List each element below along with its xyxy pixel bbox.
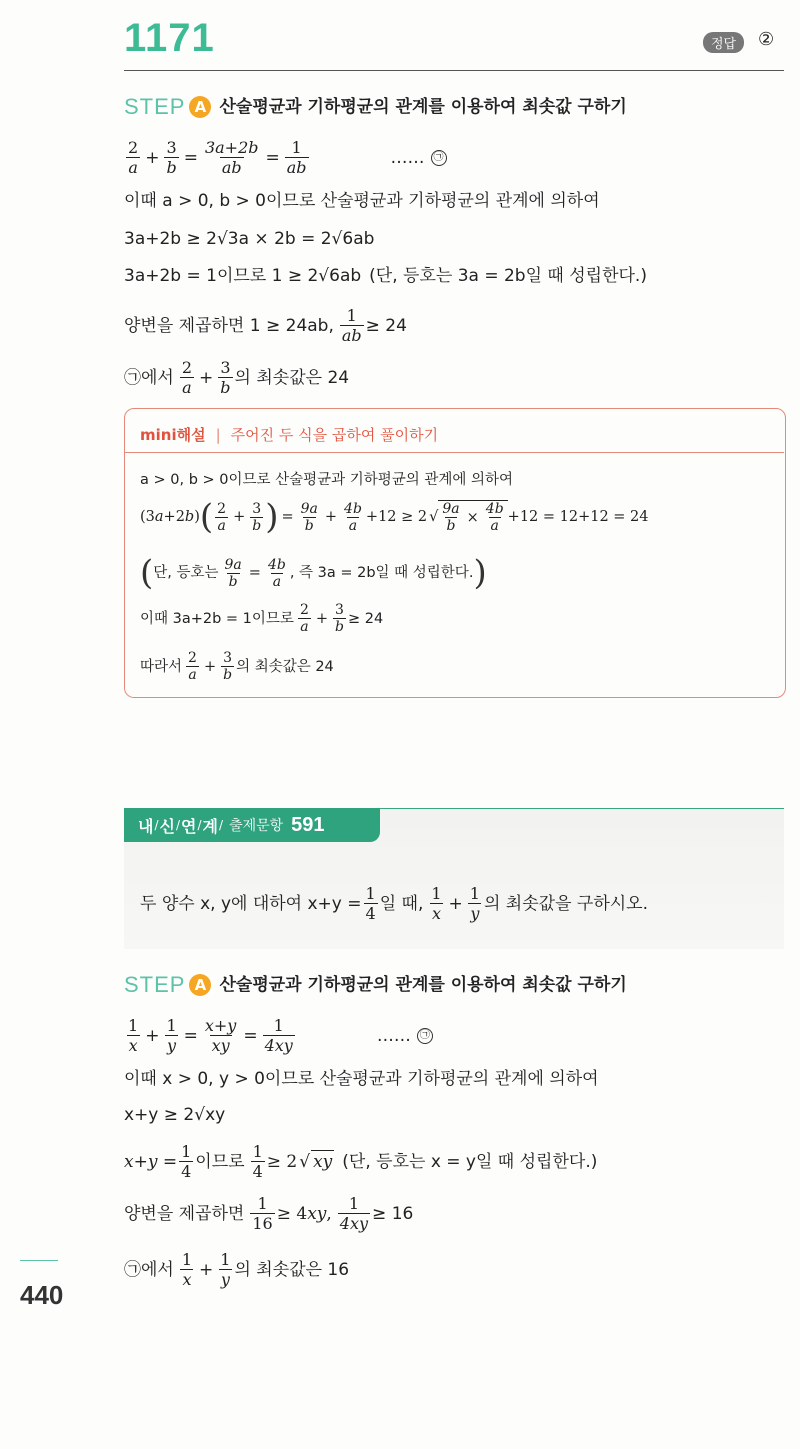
- s1-line-4: [124, 265, 647, 287]
- related-question-prefix: 두 양수 x, y에 대하여 x+y =: [140, 893, 362, 914]
- s1-line-6-suffix: 의 최솟값은 24: [234, 367, 350, 388]
- mini-header: mini해설 | 주어진 두 식을 곱하여 풀이하기: [140, 425, 439, 444]
- step-label: STEP: [124, 94, 186, 119]
- mini-line-4: 이때 3a+2b = 1이므로 $\frac{2}{a}$ + $\frac{3}{b}$ ≥ 24: [140, 602, 384, 635]
- header-rule: [124, 70, 784, 71]
- mini-line-3-suffix: , 즉 3a = 2b일 때 성립한다.: [289, 565, 474, 581]
- problem-number: 1171: [124, 16, 215, 60]
- mini-line-5-suffix: 의 최솟값은 24: [236, 658, 334, 675]
- s1-line-2: 이때 a > 0, b > 0이므로 산술평균과 기하평균의 관계에 의하여: [124, 191, 600, 211]
- s2-line-3: x+y ≥ 2√xy: [124, 1105, 226, 1125]
- s2-line-2: 이때 x > 0, y > 0이므로 산술평균과 기하평균의 관계에 의하여: [124, 1069, 599, 1089]
- s2-line-4-mid: 이므로: [195, 1151, 245, 1172]
- related-tab: 내 / 신 / 연 / 계 / 출제문항 591: [124, 808, 380, 842]
- s1-line-6: ㉠에서 $\frac{2}{a}$ + $\frac{3}{b}$ 의 최솟값은 24: [124, 358, 350, 397]
- mini-line-5: 따라서 $\frac{2}{a}$ + $\frac{3}{b}$ 의 최솟값은 24: [140, 650, 334, 683]
- s1-equation-1: $\frac{2}{a}$ + $\frac{3}{b}$ = $\frac{3a+2b}{ab}$ = $\frac{1}{ab}$ …… ㉠: [124, 138, 447, 177]
- mini-line-3: ( 단, 등호는 $\frac{9a}{b}$ = $\frac{4b}{a}$ , 즉 3a = 2b일 때 성립한다. ): [140, 553, 487, 593]
- s2-marker: ㉠: [417, 1028, 433, 1044]
- step-header-1: [124, 96, 627, 118]
- mini-label: mini해설: [140, 426, 206, 444]
- step-title-2: 산술평균과 기하평균의 관계를 이용하여 최솟값 구하기: [219, 975, 627, 995]
- related-label-2: 신: [159, 816, 175, 836]
- related-question-suffix: 의 최솟값을 구하시오.: [483, 893, 648, 914]
- s2-line-5-prefix: 양변을 제곱하면: [124, 1203, 245, 1224]
- s2-line-6-prefix: ㉠에서: [124, 1259, 174, 1280]
- mini-line-2: (3a+2b) ( $\frac{2}{a}$ + $\frac{3}{b}$ ) = $\frac{9a}{b}$ + $\frac{4b}{a}$ +12 ≥ 2 √ $\frac{9a}{b}$ × $\frac{4b}{a}$ +12 = 12+12 = 24: [140, 497, 649, 537]
- related-question-mid: 일 때,: [379, 893, 424, 914]
- s1-marker: ㉠: [431, 150, 447, 166]
- s1-line-4-prefix: 3a+2b = 1이므로 1 ≥ 2√6ab: [124, 266, 362, 286]
- s2-line-4: x+y = $\frac{1}{4}$ 이므로 $\frac{1}{4}$ ≥ 2 √ xy (단, 등호는 x = y일 때 성립한다.): [124, 1142, 598, 1181]
- step-label-2: STEP: [124, 972, 186, 997]
- s1-line-6-prefix: ㉠에서: [124, 367, 174, 388]
- s2-line-4-note: (단, 등호는 x = y일 때 성립한다.): [342, 1151, 598, 1172]
- related-label-3: 연: [181, 816, 197, 836]
- s1-dots: ……: [390, 147, 425, 168]
- s1-line-5-suffix: ≥ 24: [365, 315, 407, 336]
- s1-line-5: 양변을 제곱하면 1 ≥ 24ab, $\frac{1}{ab}$ ≥ 24: [124, 306, 407, 345]
- step-badge: A: [189, 96, 211, 118]
- s2-line-5-suffix: ≥ 16: [372, 1203, 414, 1224]
- s1-line-5-prefix: 양변을 제곱하면 1 ≥ 24ab,: [124, 315, 334, 336]
- mini-line-1: a > 0, b > 0이므로 산술평균과 기하평균의 관계에 의하여: [140, 472, 514, 488]
- s2-line-6: ㉠에서 $\frac{1}{x}$ + $\frac{1}{y}$ 의 최솟값은 16: [124, 1250, 350, 1289]
- s2-line-5: 양변을 제곱하면 $\frac{1}{16}$ ≥ 4xy, $\frac{1}{4xy}$ ≥ 16: [124, 1194, 414, 1233]
- mini-line-5-prefix: 따라서: [140, 658, 183, 675]
- s1-line-3: 3a+2b ≥ 2√3a × 2b = 2√6ab: [124, 229, 375, 249]
- related-label-4: 계: [202, 816, 219, 836]
- step-title: 산술평균과 기하평균의 관계를 이용하여 최솟값 구하기: [219, 97, 627, 117]
- mini-line-3-prefix: 단, 등호는: [153, 565, 219, 581]
- mini-line-2-tail: +12 = 12+12 = 24: [507, 509, 649, 525]
- page-number-rule: [20, 1260, 58, 1261]
- mini-title: 주어진 두 식을 곱하여 풀이하기: [230, 426, 439, 444]
- step-badge-2: A: [189, 974, 211, 996]
- step-header-2: [124, 974, 627, 996]
- page-number: 440: [20, 1280, 64, 1310]
- related-label-rest: 출제문항: [229, 818, 284, 834]
- related-number: 591: [291, 813, 325, 836]
- mini-line-4-prefix: 이때 3a+2b = 1이므로: [140, 610, 294, 627]
- s2-equation-1: $\frac{1}{x}$ + $\frac{1}{y}$ = $\frac{x+y}{xy}$ = $\frac{1}{4xy}$ …… ㉠: [124, 1016, 433, 1055]
- answer-badge: 정답: [703, 32, 744, 53]
- related-question: 두 양수 x, y에 대하여 x+y = $\frac{1}{4}$ 일 때, $\frac{1}{x}$ + $\frac{1}{y}$ 의 최솟값을 구하시오.: [140, 884, 648, 923]
- mini-line-4-suffix: ≥ 24: [347, 610, 384, 627]
- answer-value: ②: [758, 29, 775, 50]
- s1-line-4-note: (단, 등호는 3a = 2b일 때 성립한다.): [369, 266, 647, 286]
- s2-line-6-suffix: 의 최솟값은 16: [234, 1259, 350, 1280]
- related-label-1: 내: [138, 816, 154, 836]
- s2-dots: ……: [376, 1025, 411, 1046]
